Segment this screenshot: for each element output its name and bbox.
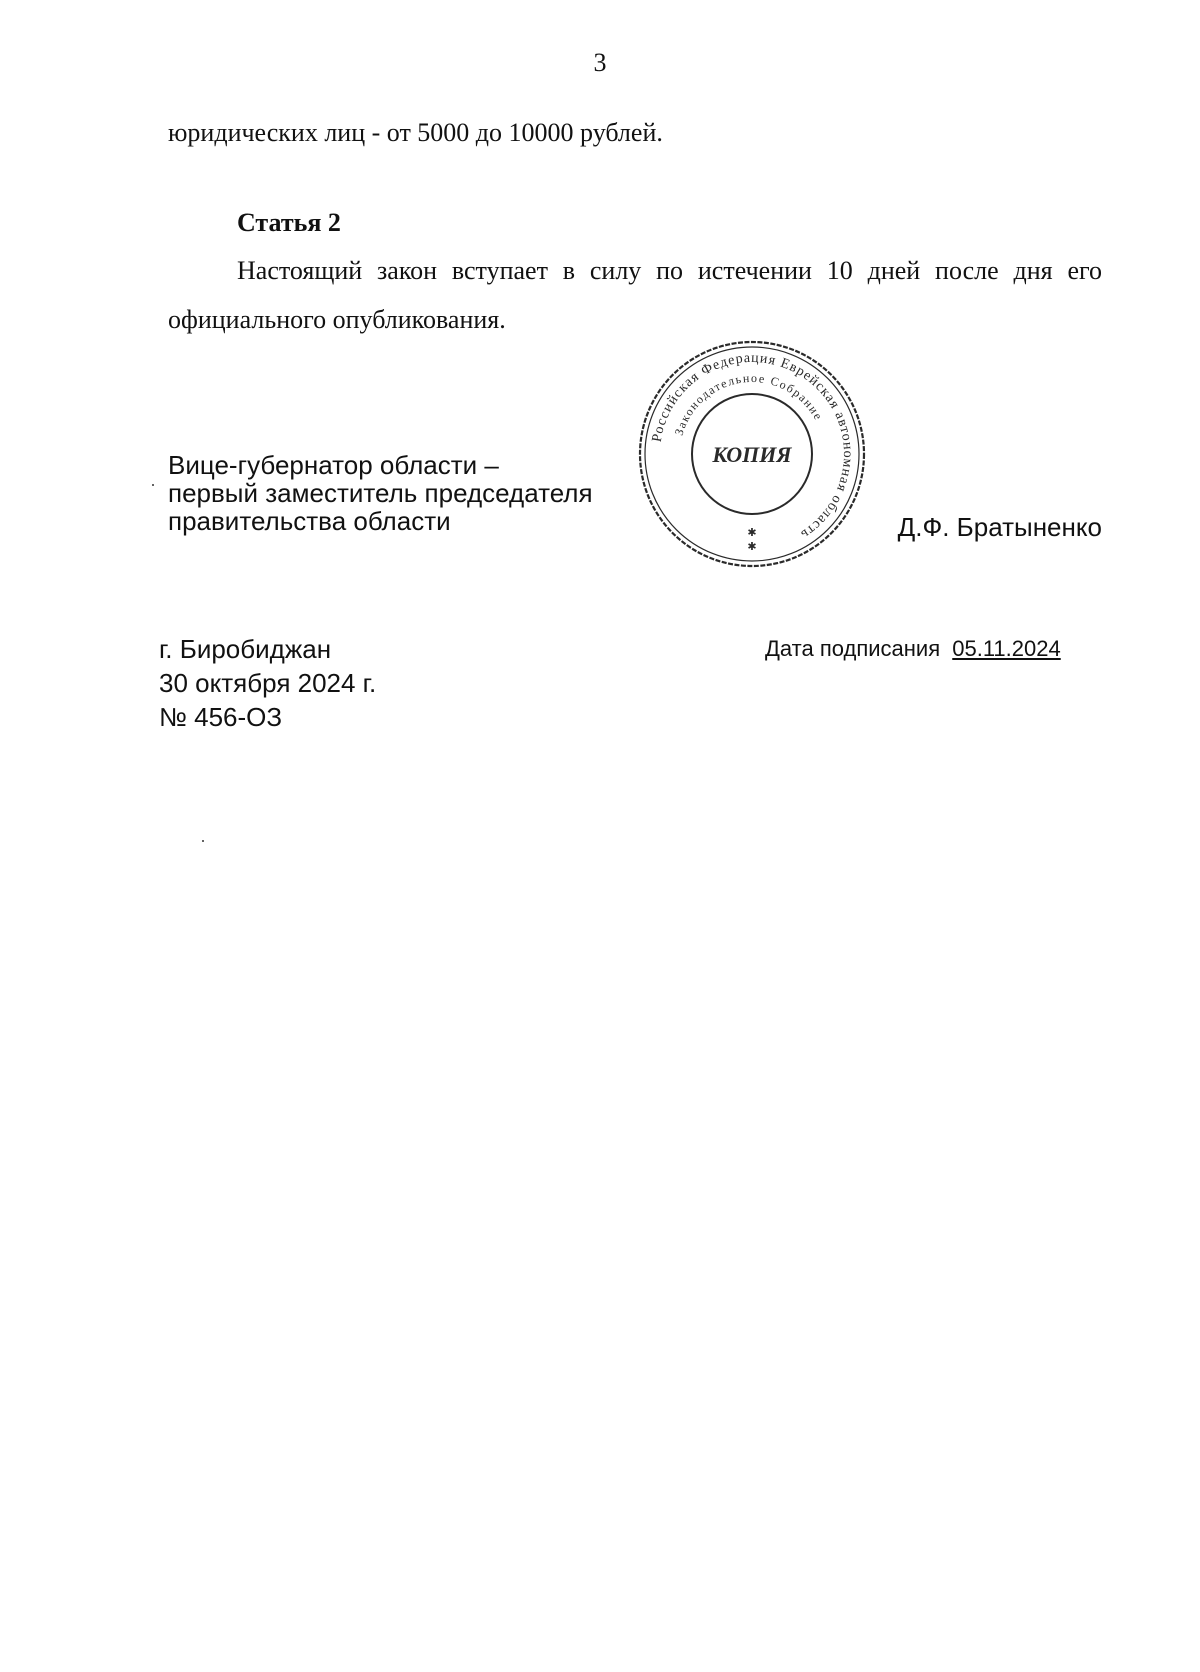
article-text-line-2: официального опубликования.: [168, 305, 506, 334]
svg-text:✱: ✱: [747, 540, 757, 553]
signatory-title: [168, 451, 593, 535]
continuation-line: юридических лиц - от 5000 до 10000 рублей.: [168, 118, 663, 147]
adoption-date: 30 октября 2024 г.: [159, 668, 377, 698]
signatory-title-line-3: правительства области: [168, 506, 451, 536]
signing-date-value: 05.11.2024: [952, 636, 1061, 661]
page-number: 3: [593, 48, 607, 77]
signatory-title-line-1: Вице-губернатор области –: [168, 450, 499, 480]
place-date-number-block: [159, 632, 376, 734]
city: г. Биробиджан: [159, 634, 332, 664]
scan-speck: [152, 484, 154, 486]
stamp-outer-text: Российская Федерация Еврейская автономная область: [649, 350, 856, 543]
signing-date: [765, 636, 1061, 662]
article-text-line-1: Настоящий закон вступает в силу по истечении 10 дней после дня его: [237, 256, 1102, 285]
signatory-title-line-2: первый заместитель председателя: [168, 478, 593, 508]
stamp-inner-text: Законодательное Собрание: [671, 370, 827, 438]
signatory-name: Д.Ф. Братыненко: [897, 512, 1102, 542]
signing-date-label: Дата подписания: [765, 636, 941, 661]
stamp-stars-icon: [747, 526, 756, 553]
law-number: № 456-ОЗ: [159, 702, 283, 732]
scan-speck: [202, 840, 204, 842]
official-stamp: [636, 338, 868, 570]
stamp-center-text: КОПИЯ: [712, 442, 792, 467]
svg-text:✱: ✱: [747, 526, 757, 539]
article-heading: Статья 2: [237, 208, 341, 237]
stamp-seal-graphic: [636, 338, 868, 570]
